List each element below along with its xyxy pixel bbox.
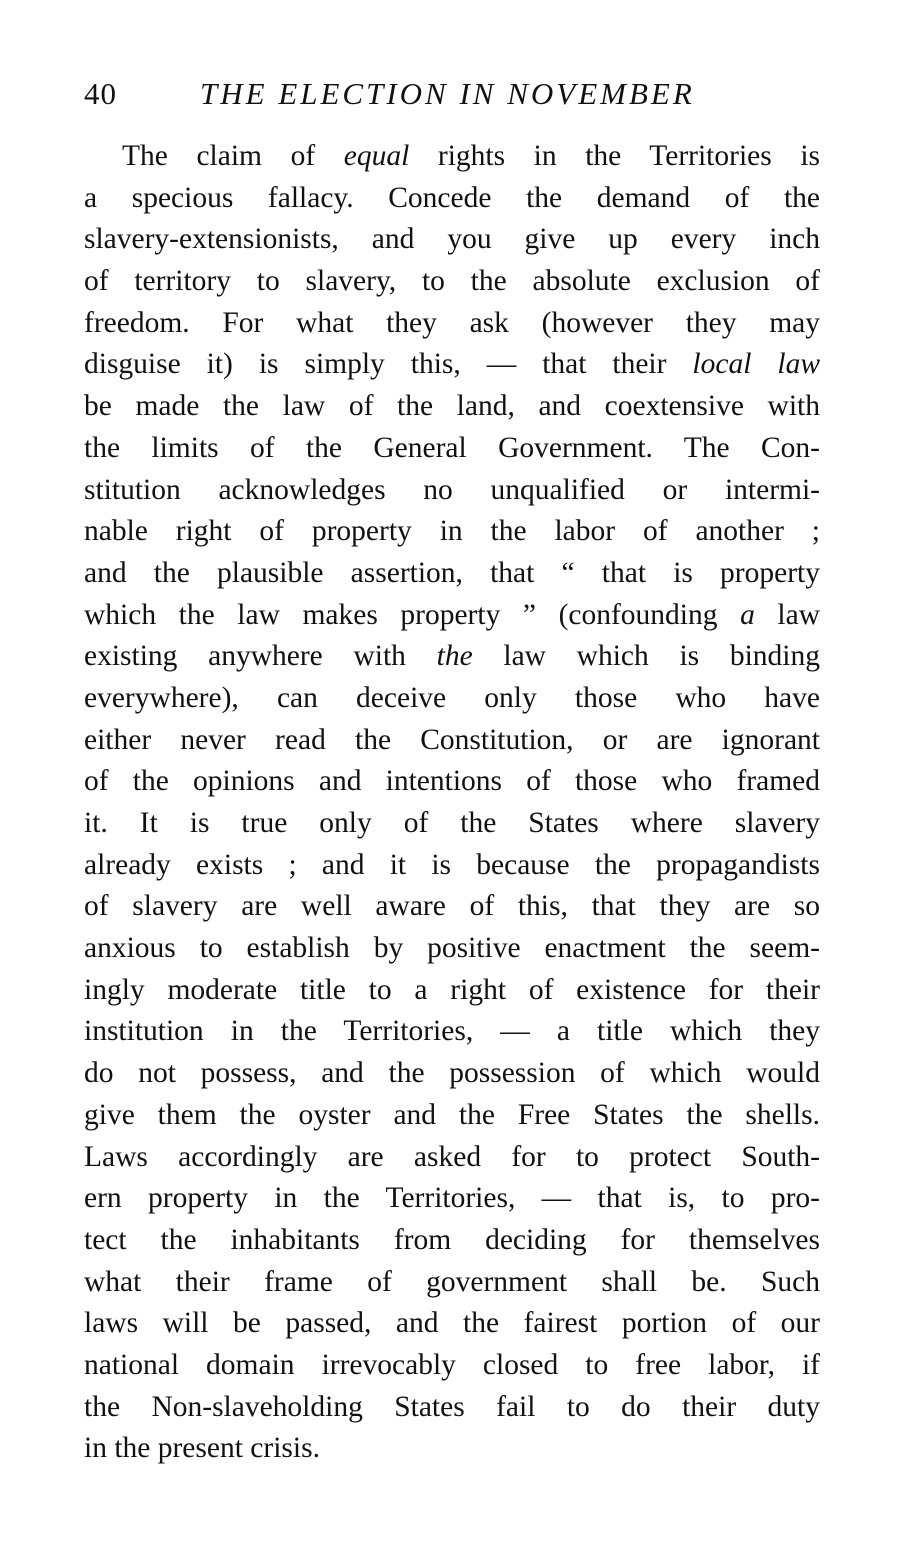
text-line	[84, 636, 820, 678]
running-title: THE ELECTION IN NOVEMBER	[200, 76, 695, 111]
text-line	[84, 1345, 820, 1387]
text-line	[84, 261, 820, 303]
text-segment: anxious to establish by positive enactment the seem-	[84, 932, 820, 965]
text-line	[84, 386, 820, 428]
text-segment: stitution acknowledges no unqualified or intermi-	[84, 473, 820, 506]
text-segment: ingly moderate title to a right of existence for their	[84, 973, 820, 1006]
text-segment: disguise it) is simply this, — that their	[84, 348, 693, 381]
text-segment: national domain irrevocably closed to free labor, if	[84, 1348, 820, 1381]
italic-segment: the	[436, 640, 473, 673]
text-line	[84, 219, 820, 261]
italic-segment: equal	[343, 140, 410, 172]
text-segment: freedom. For what they ask (however they may	[84, 306, 820, 339]
text-line	[84, 1178, 820, 1220]
text-line	[84, 970, 820, 1012]
text-segment: rights in the Territories is	[409, 140, 820, 172]
text-segment: in the present crisis.	[84, 1432, 320, 1465]
text-line	[84, 344, 820, 386]
text-segment: The claim of	[122, 140, 344, 172]
text-segment: law	[754, 598, 820, 631]
text-segment: Laws accordingly are asked for to protect South-	[84, 1140, 820, 1173]
text-segment: either never read the Constitution, or are ignorant	[84, 723, 820, 756]
text-segment: the limits of the General Government. The Con-	[84, 431, 820, 464]
text-segment: institution in the Territories, — a title which they	[84, 1015, 820, 1048]
text-segment: of slavery are well aware of this, that they are so	[84, 890, 820, 923]
text-line	[84, 595, 820, 637]
italic-segment: a	[740, 598, 755, 631]
text-segment: nable right of property in the labor of another ;	[84, 515, 820, 548]
text-segment: and the plausible assertion, that “ that is property	[84, 556, 820, 589]
text-line	[84, 678, 820, 720]
page-number: 40	[84, 76, 117, 111]
text-segment: everywhere), can deceive only those who have	[84, 681, 820, 714]
text-line	[84, 428, 820, 470]
text-segment: of the opinions and intentions of those who framed	[84, 765, 820, 798]
text-segment: of territory to slavery, to the absolute exclusion of	[84, 265, 820, 298]
text-segment: ern property in the Territories, — that is, to pro-	[84, 1182, 820, 1215]
text-segment: law which is binding	[472, 640, 820, 673]
text-line	[84, 928, 820, 970]
text-segment: do not possess, and the possession of which would	[84, 1057, 820, 1090]
text-line	[84, 803, 820, 845]
text-segment: which the law makes property ” (confounding	[84, 598, 741, 631]
text-line	[84, 1428, 820, 1470]
text-segment: a specious fallacy. Concede the demand of the	[84, 181, 820, 214]
text-line	[84, 1095, 820, 1137]
text-line	[84, 886, 820, 928]
text-segment: slavery-extensionists, and you give up every inch	[84, 223, 820, 256]
text-line	[84, 1262, 820, 1304]
text-segment: the Non-slaveholding States fail to do their duty	[84, 1390, 820, 1423]
text-segment: tect the inhabitants from deciding for themselves	[84, 1223, 820, 1256]
running-head	[84, 76, 824, 116]
text-segment: already exists ; and it is because the propagandists	[84, 848, 820, 881]
text-line	[84, 1387, 820, 1429]
text-segment: give them the oyster and the Free States the shells.	[84, 1098, 820, 1131]
text-line	[84, 720, 820, 762]
text-line	[84, 470, 820, 512]
text-line	[84, 1053, 820, 1095]
text-line	[84, 761, 820, 803]
text-segment: what their frame of government shall be. Such	[84, 1265, 820, 1298]
text-line	[84, 553, 820, 595]
text-line	[84, 511, 820, 553]
text-segment: laws will be passed, and the fairest portion of our	[84, 1307, 820, 1340]
text-line	[84, 136, 820, 178]
text-line	[84, 303, 820, 345]
text-line	[84, 1303, 820, 1345]
text-segment: existing anywhere with	[84, 640, 437, 673]
text-line	[84, 1220, 820, 1262]
text-line	[84, 178, 820, 220]
text-segment: it. It is true only of the States where slavery	[84, 807, 820, 839]
text-line	[84, 845, 820, 887]
text-segment: be made the law of the land, and coextensive with	[84, 390, 820, 423]
text-line	[84, 1137, 820, 1179]
body-paragraph	[84, 136, 820, 1470]
text-line	[84, 1011, 820, 1053]
italic-segment: local law	[692, 348, 820, 381]
